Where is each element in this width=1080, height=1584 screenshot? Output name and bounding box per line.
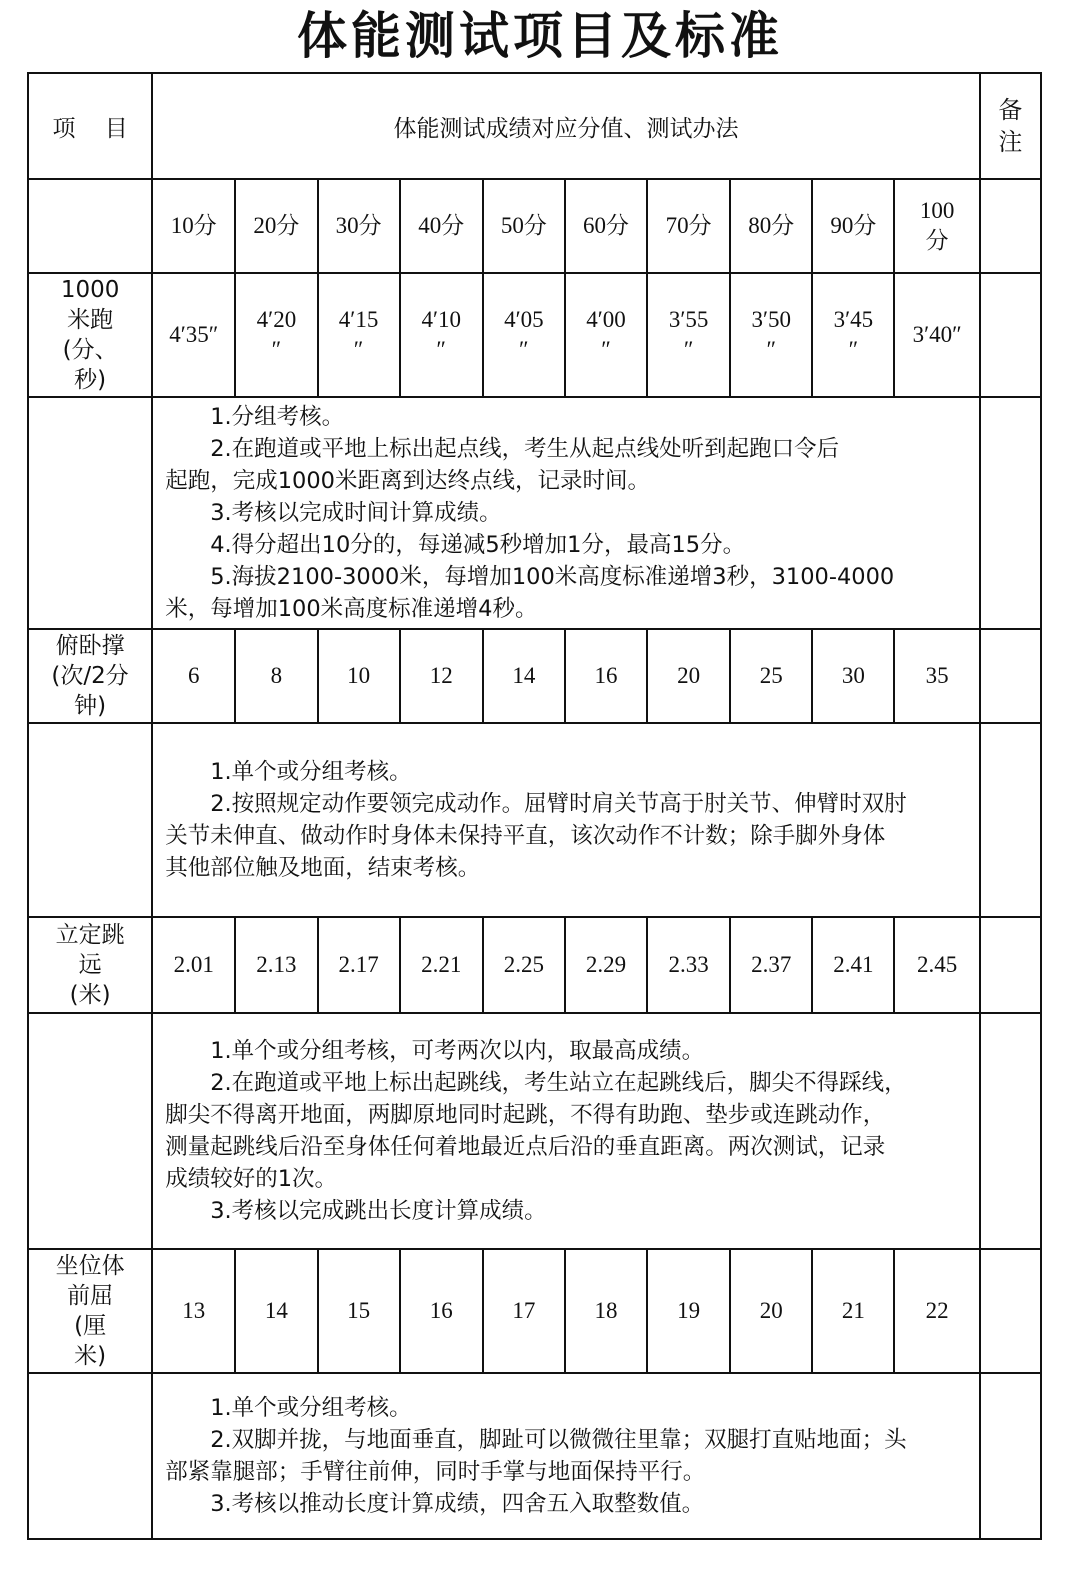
value-cell: 18 bbox=[565, 1249, 647, 1373]
header-main: 体能测试成绩对应分值、测试办法 bbox=[152, 73, 980, 179]
item-name: 坐位体 前屈 (厘 米) bbox=[28, 1249, 152, 1373]
method-line: 起跑，完成1000米距离到达终点线，记录时间。 bbox=[165, 468, 650, 494]
item-name: 1000 米跑 (分、 秒) bbox=[28, 273, 152, 397]
value-cell: 8 bbox=[235, 629, 317, 723]
value-cell: 2.13 bbox=[235, 917, 317, 1013]
page-title: 体能测试项目及标准 bbox=[297, 7, 783, 65]
method-line: 2.双脚并拢，与地面垂直，脚趾可以微微往里靠；双腿打直贴地面；头 bbox=[210, 1427, 907, 1453]
value-cell: 3′50 ″ bbox=[730, 273, 812, 397]
value-cell: 2.21 bbox=[400, 917, 483, 1013]
method-row bbox=[28, 397, 1041, 629]
note-cell bbox=[980, 397, 1041, 629]
value-cell: 20 bbox=[647, 629, 730, 723]
value-cell: 4′00 ″ bbox=[565, 273, 647, 397]
method-line: 4.得分超出10分的，每递减5秒增加1分，最高15分。 bbox=[210, 532, 746, 558]
value-cell: 4′35″ bbox=[152, 273, 235, 397]
value-cell: 21 bbox=[812, 1249, 894, 1373]
value-cell: 30 bbox=[812, 629, 894, 723]
method-line: 1.单个或分组考核。 bbox=[210, 759, 412, 785]
value-cell: 19 bbox=[647, 1249, 730, 1373]
score-cell: 90分 bbox=[812, 179, 894, 273]
score-row-label bbox=[28, 179, 152, 273]
method-label-cell bbox=[28, 397, 152, 629]
method-line: 部紧靠腿部；手臂往前伸，同时手掌与地面保持平行。 bbox=[165, 1459, 706, 1485]
value-cell: 4′05 ″ bbox=[483, 273, 565, 397]
test-method bbox=[152, 723, 980, 917]
value-cell: 17 bbox=[483, 1249, 565, 1373]
method-line: 米，每增加100米高度标准递增4秒。 bbox=[165, 596, 538, 622]
value-cell: 10 bbox=[318, 629, 400, 723]
value-cell: 2.01 bbox=[152, 917, 235, 1013]
method-line: 关节未伸直、做动作时身体未保持平直，该次动作不计数；除手脚外身体 bbox=[165, 823, 886, 849]
value-cell: 20 bbox=[730, 1249, 812, 1373]
value-cell: 12 bbox=[400, 629, 483, 723]
value-cell: 3′55 ″ bbox=[647, 273, 730, 397]
value-cell: 3′45 ″ bbox=[812, 273, 894, 397]
header-note: 备 注 bbox=[980, 73, 1041, 179]
score-cell: 60分 bbox=[565, 179, 647, 273]
note-cell bbox=[980, 179, 1041, 273]
test-method bbox=[152, 1013, 980, 1249]
method-label-cell bbox=[28, 723, 152, 917]
value-cell: 2.45 bbox=[894, 917, 979, 1013]
method-label-cell bbox=[28, 1013, 152, 1249]
method-line: 3.考核以完成跳出长度计算成绩。 bbox=[210, 1198, 547, 1224]
score-cell: 100 分 bbox=[894, 179, 979, 273]
value-cell: 2.17 bbox=[318, 917, 400, 1013]
score-cell: 70分 bbox=[647, 179, 730, 273]
score-cell: 20分 bbox=[235, 179, 317, 273]
method-line: 1.分组考核。 bbox=[210, 404, 345, 430]
value-cell: 35 bbox=[894, 629, 979, 723]
test-method bbox=[152, 397, 980, 629]
method-line: 1.单个或分组考核。 bbox=[210, 1395, 412, 1421]
value-cell: 2.41 bbox=[812, 917, 894, 1013]
header-row bbox=[28, 73, 1041, 179]
header-item: 项 目 bbox=[28, 73, 152, 179]
method-line: 5.海拔2100-3000米，每增加100米高度标准递增3秒，3100-4000 bbox=[210, 564, 895, 590]
method-label-cell bbox=[28, 1373, 152, 1539]
value-cell: 13 bbox=[152, 1249, 235, 1373]
item-name: 俯卧撑 (次/2分 钟) bbox=[28, 629, 152, 723]
note-cell bbox=[980, 1013, 1041, 1249]
value-cell: 16 bbox=[565, 629, 647, 723]
method-line: 3.考核以完成时间计算成绩。 bbox=[210, 500, 502, 526]
method-line: 3.考核以推动长度计算成绩，四舍五入取整数值。 bbox=[210, 1491, 705, 1517]
method-line: 2.在跑道或平地上标出起点线，考生从起点线处听到起跑口令后 bbox=[210, 436, 840, 462]
test-method bbox=[152, 1373, 980, 1539]
score-cell: 50分 bbox=[483, 179, 565, 273]
value-cell: 15 bbox=[318, 1249, 400, 1373]
method-line: 2.在跑道或平地上标出起跳线，考生站立在起跳线后，脚尖不得踩线， bbox=[210, 1070, 907, 1096]
method-row bbox=[28, 723, 1041, 917]
value-cell: 4′10 ″ bbox=[400, 273, 483, 397]
score-row bbox=[28, 179, 1041, 273]
score-cell: 40分 bbox=[400, 179, 483, 273]
method-row bbox=[28, 1013, 1041, 1249]
method-line: 成绩较好的1次。 bbox=[165, 1166, 338, 1192]
value-cell: 22 bbox=[894, 1249, 979, 1373]
value-cell: 16 bbox=[400, 1249, 483, 1373]
note-cell bbox=[980, 917, 1041, 1013]
value-cell: 25 bbox=[730, 629, 812, 723]
method-line: 1.单个或分组考核，可考两次以内，取最高成绩。 bbox=[210, 1038, 705, 1064]
value-cell: 6 bbox=[152, 629, 235, 723]
values-row bbox=[28, 629, 1041, 723]
note-cell bbox=[980, 1373, 1041, 1539]
method-line: 脚尖不得离开地面，两脚原地同时起跳，不得有助跑、垫步或连跳动作， bbox=[165, 1102, 886, 1128]
method-row bbox=[28, 1373, 1041, 1539]
value-cell: 3′40″ bbox=[894, 273, 979, 397]
value-cell: 2.29 bbox=[565, 917, 647, 1013]
values-row bbox=[28, 917, 1041, 1013]
value-cell: 4′20 ″ bbox=[235, 273, 317, 397]
value-cell: 4′15 ″ bbox=[318, 273, 400, 397]
note-cell bbox=[980, 273, 1041, 397]
values-row bbox=[28, 1249, 1041, 1373]
value-cell: 14 bbox=[235, 1249, 317, 1373]
note-cell bbox=[980, 1249, 1041, 1373]
score-cell: 30分 bbox=[318, 179, 400, 273]
note-cell bbox=[980, 629, 1041, 723]
value-cell: 2.33 bbox=[647, 917, 730, 1013]
values-row bbox=[28, 273, 1041, 397]
value-cell: 14 bbox=[483, 629, 565, 723]
item-name: 立定跳 远 (米) bbox=[28, 917, 152, 1013]
method-line: 测量起跳线后沿至身体任何着地最近点后沿的垂直距离。两次测试，记录 bbox=[165, 1134, 886, 1160]
method-line: 其他部位触及地面，结束考核。 bbox=[165, 855, 481, 881]
score-cell: 10分 bbox=[152, 179, 235, 273]
note-cell bbox=[980, 723, 1041, 917]
value-cell: 2.25 bbox=[483, 917, 565, 1013]
score-cell: 80分 bbox=[730, 179, 812, 273]
standards-table bbox=[27, 72, 1042, 1540]
value-cell: 2.37 bbox=[730, 917, 812, 1013]
method-line: 2.按照规定动作要领完成动作。屈臂时肩关节高于肘关节、伸臂时双肘 bbox=[210, 791, 907, 817]
